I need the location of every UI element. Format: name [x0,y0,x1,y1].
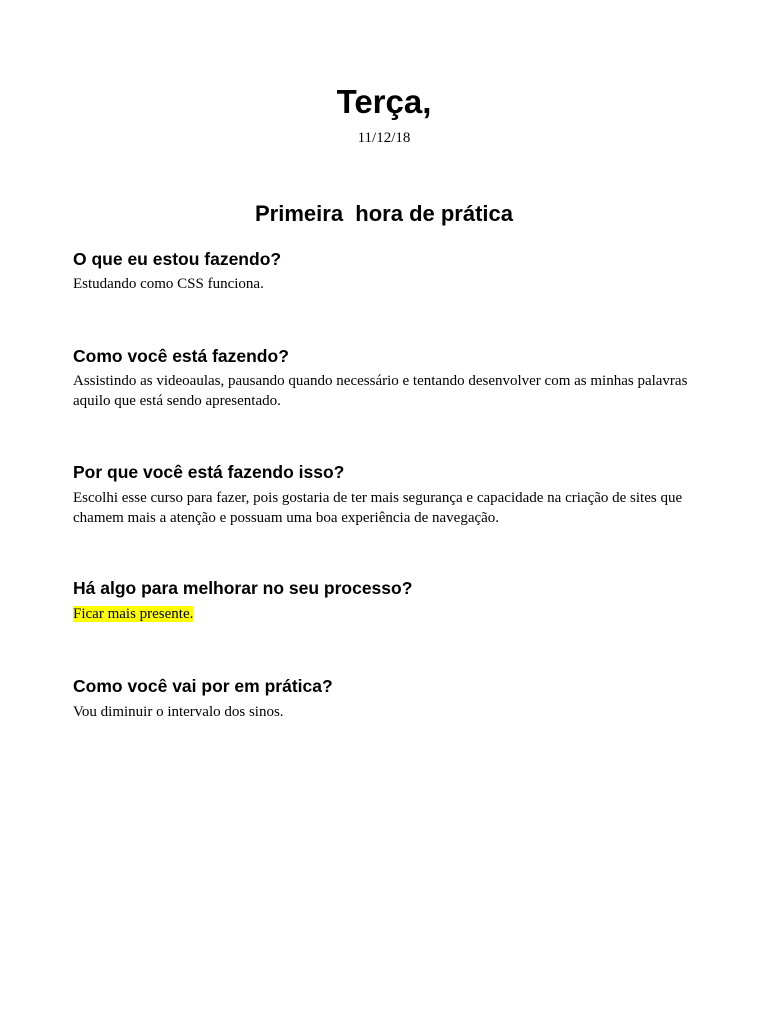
answer-3: Escolhi esse curso para fazer, pois gostaria de ter mais segurança e capacidade na criação de sites que chamem mais a atenção e possuam uma boa experiência de navegação. [73,490,683,526]
question-3: Por que você está fazendo isso? [73,462,345,482]
page-date: 11/12/18 [357,130,411,146]
answer-4 [73,604,693,624]
question-2: Como você está fazendo? [73,346,289,366]
section-title: Primeira hora de prática [255,201,513,226]
question-1: O que eu estou fazendo? [73,249,282,269]
answer-2: Assistindo as videoaulas, pausando quando necessário e tentando desenvolver com as minhas palavras aquilo que está sendo apresentado. [73,373,688,409]
page-title: Terça, [336,83,432,120]
question-4: Há algo para melhorar no seu processo? [73,578,413,598]
question-5: Como você vai por em prática? [73,676,333,696]
answer-5: Vou diminuir o intervalo dos sinos. [73,704,284,720]
answer-1: Estudando como CSS funciona. [73,276,264,292]
highlighted-answer: Ficar mais presente. [73,606,194,622]
